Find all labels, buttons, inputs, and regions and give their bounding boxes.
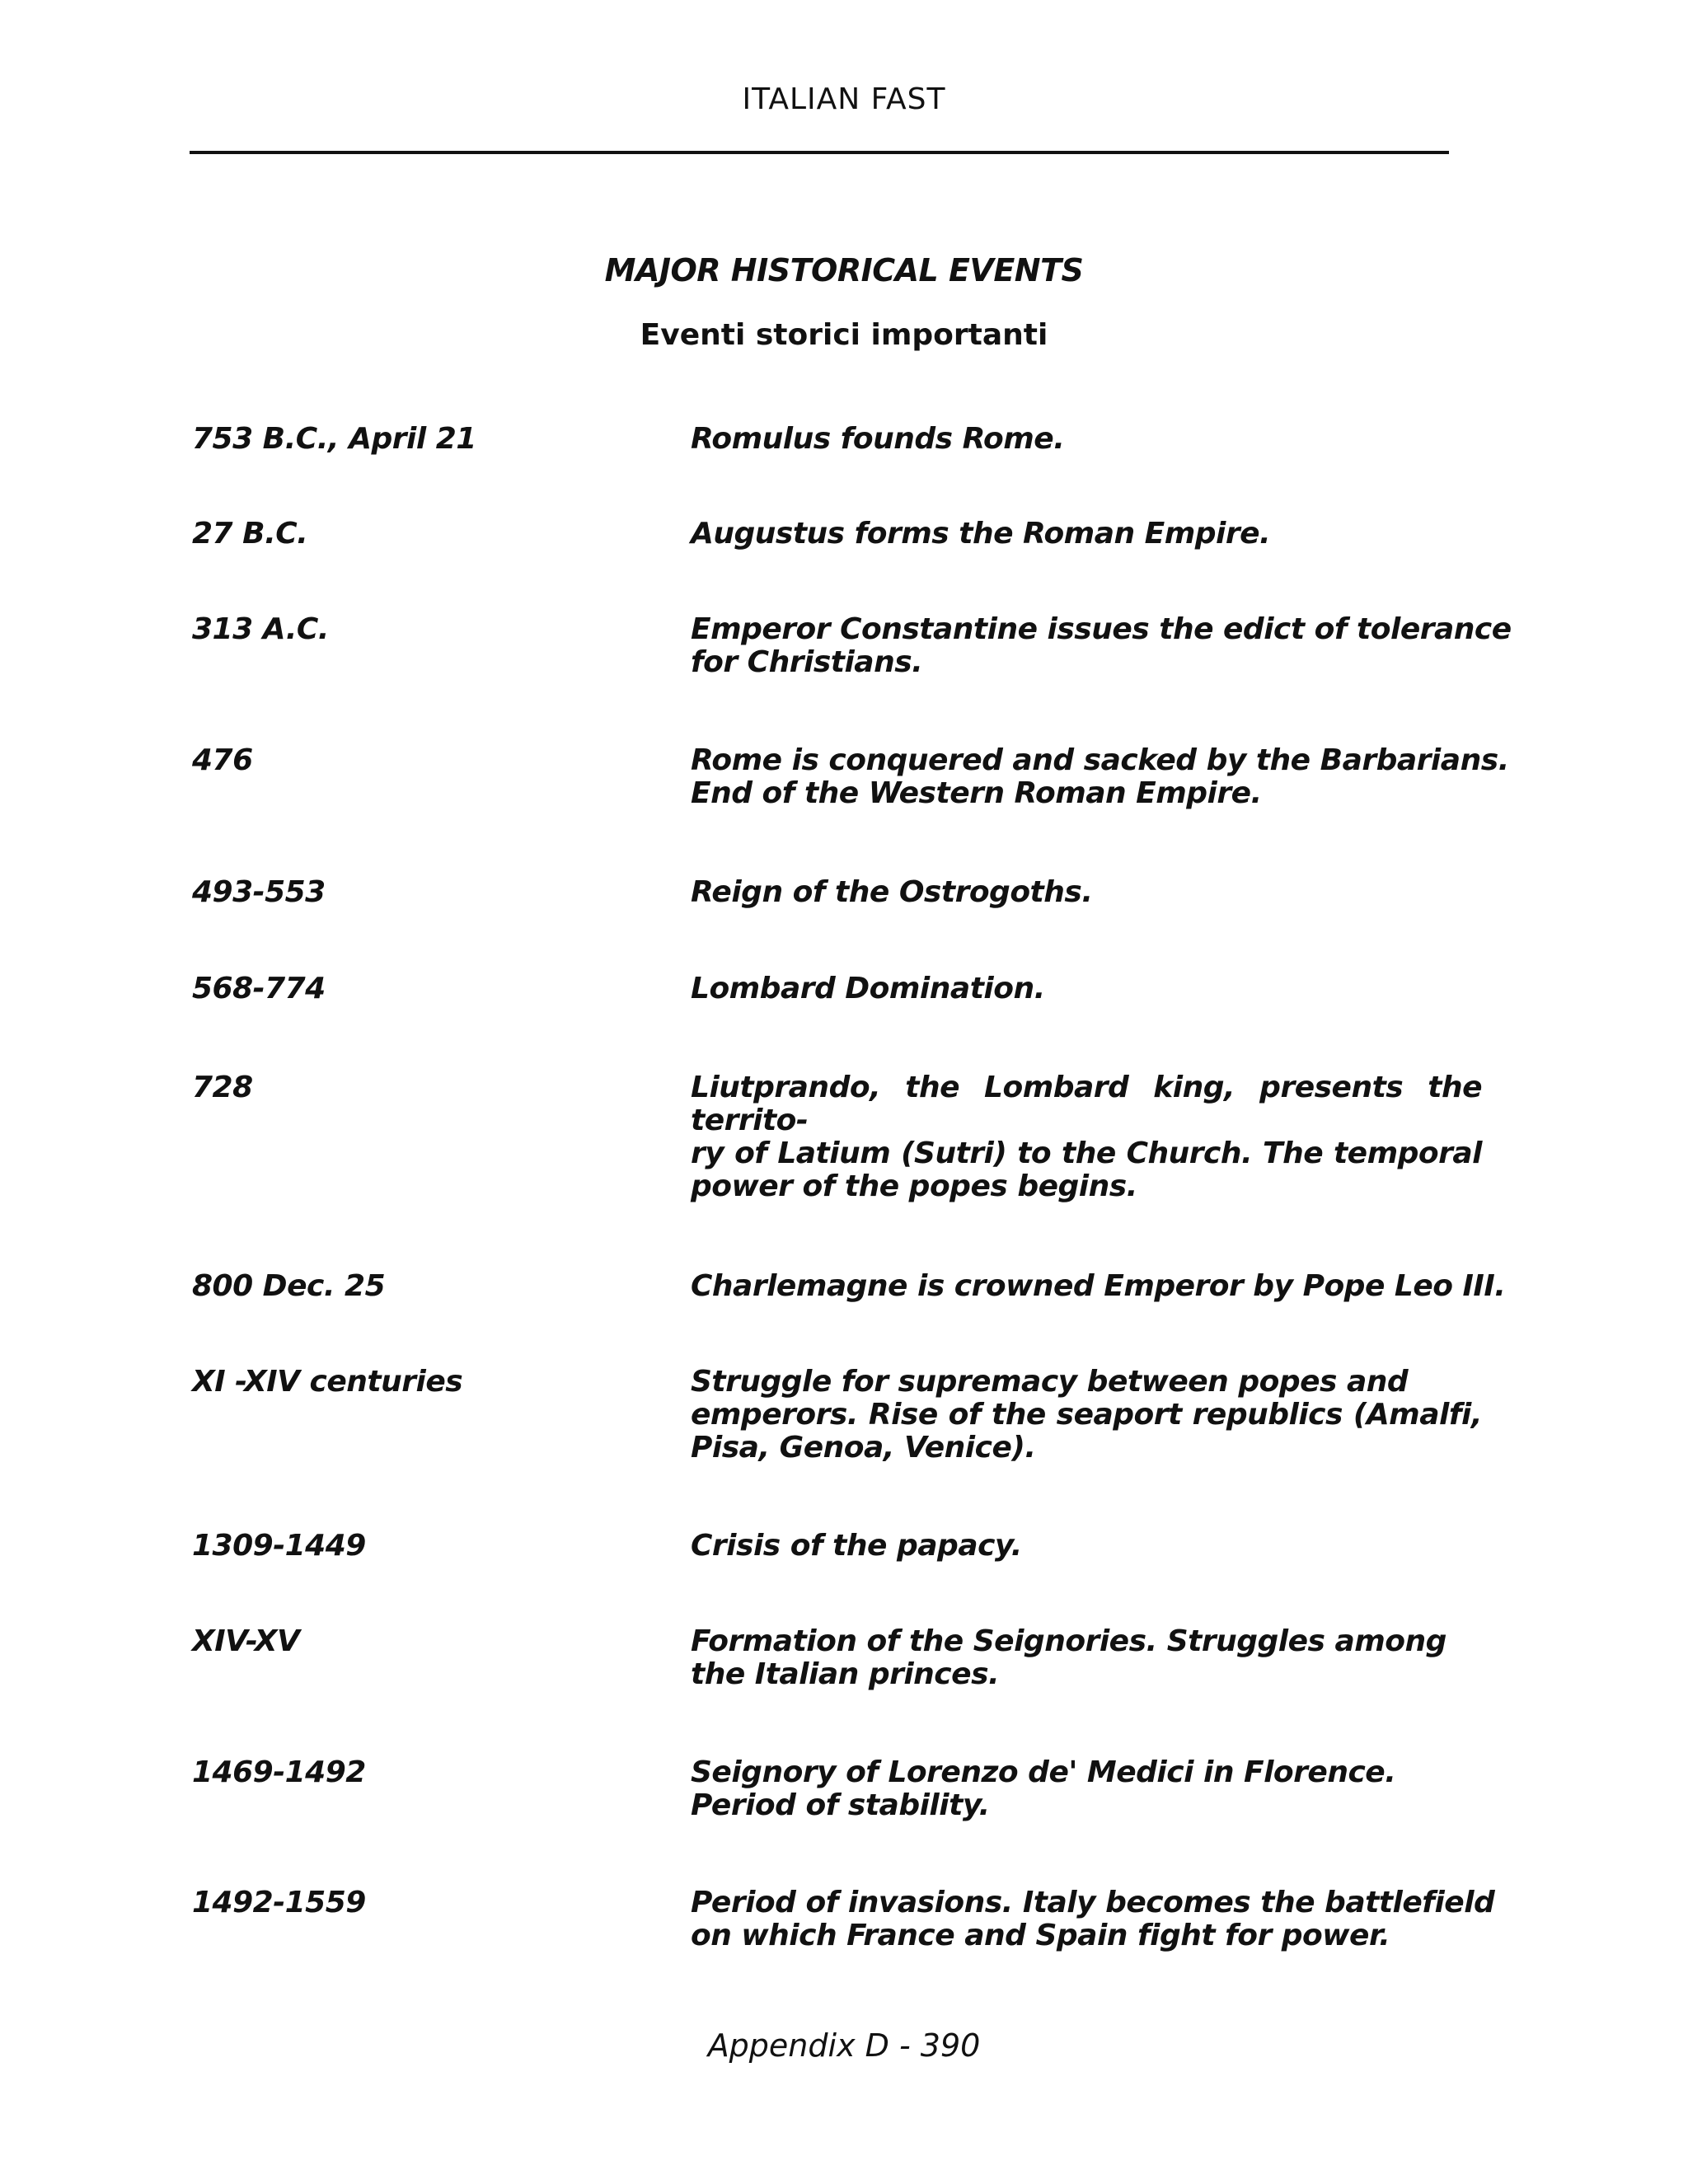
event-description-11	[691, 1625, 1482, 1691]
event-description-7	[691, 1071, 1482, 1203]
event-line: for Christians.	[691, 645, 923, 679]
event-line: emperors. Rise of the seaport republics (Amalfi,	[691, 1398, 1482, 1432]
event-line: Emperor Constantine issues the edict of tolerance	[691, 612, 1512, 646]
event-description-2	[691, 518, 1482, 551]
event-description-10	[691, 1530, 1482, 1563]
event-line: Augustus forms the Roman Empire.	[691, 517, 1271, 551]
event-date-13: 1492-1559	[192, 1886, 366, 1919]
event-line: Romulus founds Rome.	[691, 422, 1065, 456]
event-line: Crisis of the papacy.	[691, 1529, 1022, 1563]
event-date-6: 568-774	[192, 972, 326, 1005]
event-date-2: 27 B.C.	[192, 517, 308, 551]
event-line: Period of invasions. Italy becomes the battlefield	[691, 1886, 1495, 1919]
event-line: End of the Western Roman Empire.	[691, 776, 1262, 810]
event-line: ry of Latium (Sutri) to the Church. The temporal	[691, 1137, 1482, 1170]
event-line: Seignory of Lorenzo de' Medici in Florence.	[691, 1755, 1396, 1789]
event-line: Formation of the Seignories. Struggles among	[691, 1624, 1447, 1658]
event-date-9: XI -XIV centuries	[192, 1365, 463, 1399]
event-description-6	[691, 972, 1482, 1005]
event-line: on which France and Spain fight for power.	[691, 1919, 1390, 1952]
event-description-5	[691, 876, 1482, 909]
page-footer: Appendix D - 390	[707, 2027, 981, 2064]
event-date-11: XIV-XV	[192, 1624, 300, 1658]
header-rule	[190, 151, 1449, 154]
event-line: Reign of the Ostrogoths.	[691, 875, 1093, 909]
event-line: Struggle for supremacy between popes and	[691, 1365, 1409, 1399]
event-description-12	[691, 1756, 1482, 1822]
event-date-4: 476	[192, 743, 253, 777]
event-line: Lombard Domination.	[691, 972, 1045, 1005]
event-line: Pisa, Genoa, Venice).	[691, 1431, 1036, 1465]
event-date-3: 313 A.C.	[192, 612, 329, 646]
page-subtitle: Eventi storici importanti	[640, 318, 1048, 352]
event-description-13	[691, 1886, 1495, 1952]
event-description-3	[691, 612, 1512, 679]
event-line: Charlemagne is crowned Emperor by Pope Leo III.	[691, 1269, 1506, 1303]
event-description-9	[691, 1366, 1482, 1465]
event-description-8	[691, 1269, 1506, 1303]
event-date-8: 800 Dec. 25	[192, 1269, 386, 1303]
page-title: MAJOR HISTORICAL EVENTS	[604, 252, 1084, 288]
event-line: Period of stability.	[691, 1788, 990, 1822]
running-head: ITALIAN FAST	[742, 82, 946, 116]
event-date-12: 1469-1492	[192, 1755, 366, 1789]
event-date-1: 753 B.C., April 21	[192, 422, 476, 456]
event-line: Liutprando, the Lombard king, presents the territo-	[691, 1071, 1482, 1137]
event-line: power of the popes begins.	[691, 1169, 1137, 1203]
event-date-5: 493-553	[192, 875, 326, 909]
event-line: Rome is conquered and sacked by the Barbarians.	[691, 743, 1509, 777]
event-description-4	[691, 743, 1509, 810]
event-date-7: 728	[192, 1071, 253, 1104]
event-date-10: 1309-1449	[192, 1529, 366, 1563]
event-description-1	[691, 423, 1482, 456]
event-line: the Italian princes.	[691, 1657, 1000, 1691]
